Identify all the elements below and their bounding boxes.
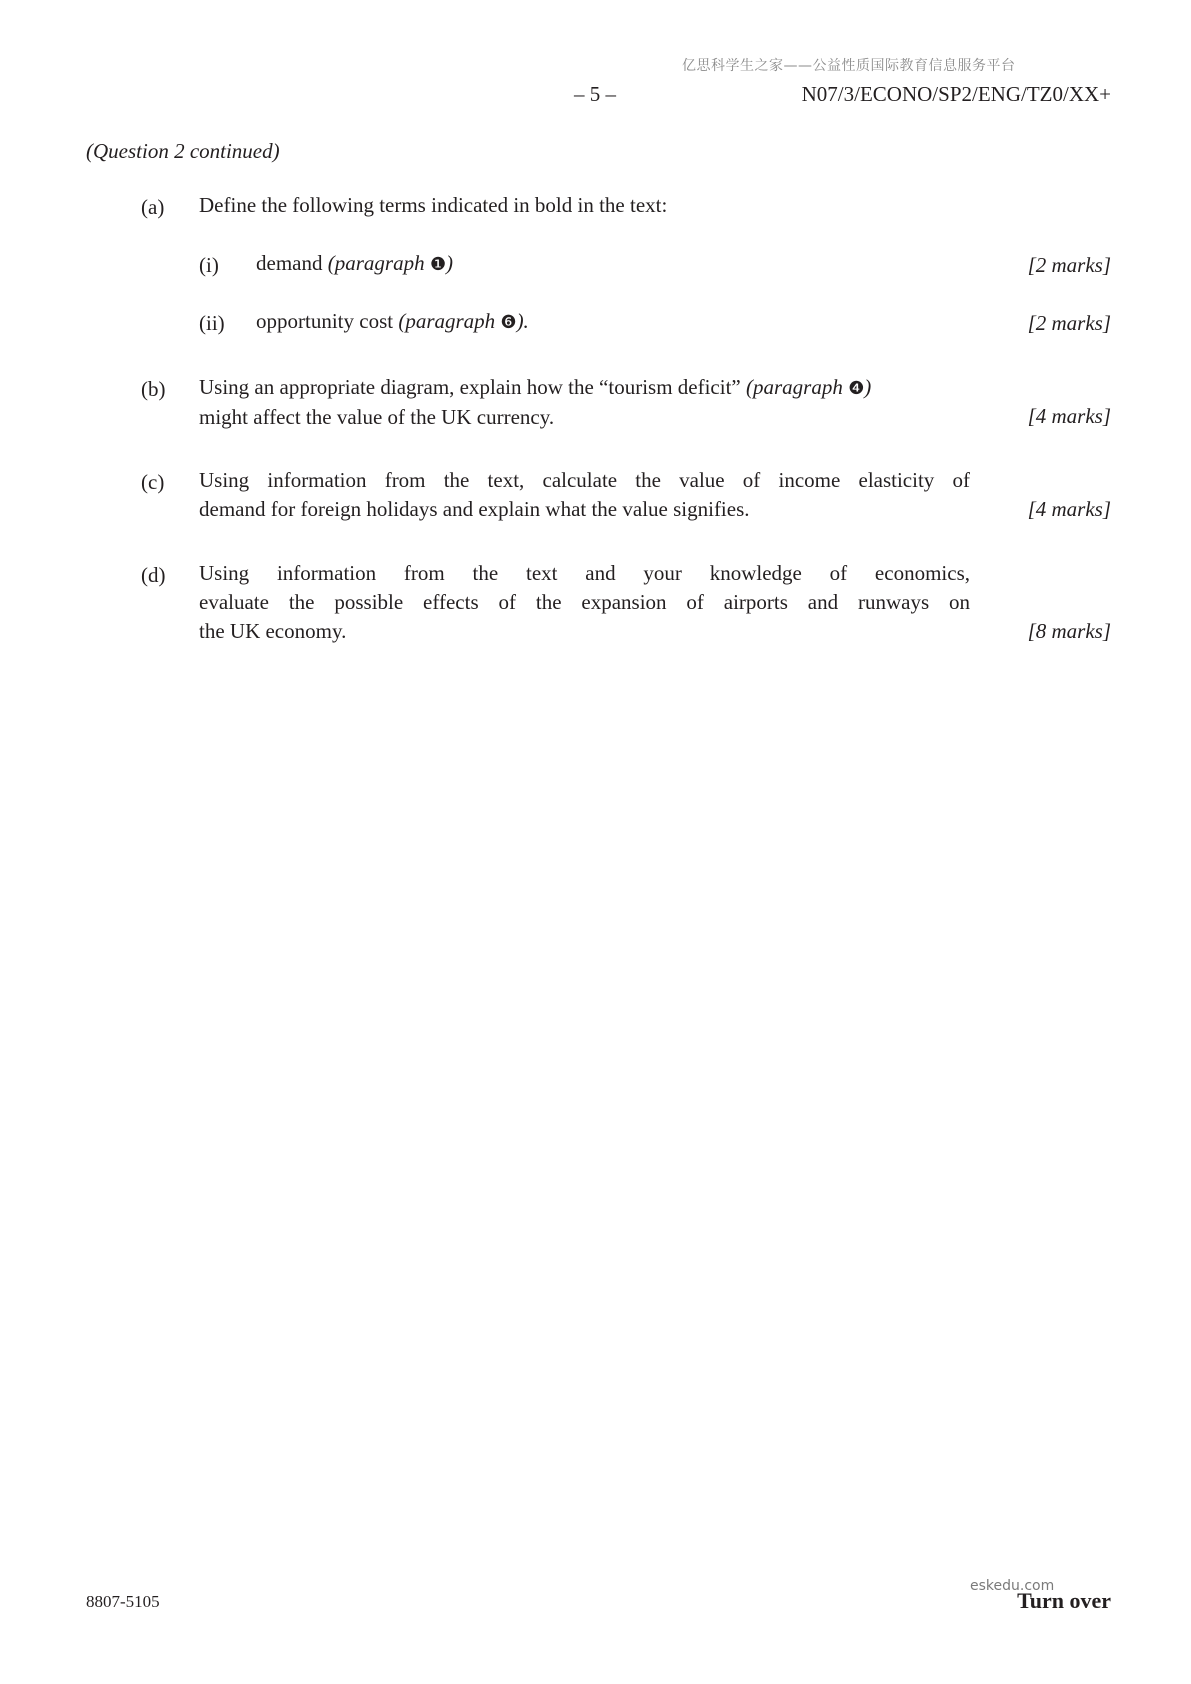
- part-c-line-2: demand for foreign holidays and explain what the value signifies.: [199, 497, 750, 521]
- header-watermark: 亿思科学生之家——公益性质国际教育信息服务平台: [682, 58, 1016, 74]
- part-d-text: [199, 559, 970, 646]
- footer-code: 8807-5105: [86, 1592, 160, 1611]
- part-a-text: Define the following terms indicated in bold in the text:: [199, 193, 668, 217]
- part-a-i-ref: (paragraph: [327, 251, 425, 275]
- paragraph-6-icon: ❻: [500, 312, 517, 333]
- part-a-i-marks: [2 marks]: [1027, 253, 1111, 277]
- part-c-label: (c): [141, 470, 165, 494]
- part-b-ref: (paragraph: [746, 375, 843, 399]
- part-b-marks: [4 marks]: [1027, 404, 1111, 428]
- part-c-marks: [4 marks]: [1027, 497, 1111, 521]
- part-c-line-1: Using information from the text, calculate the value of income elasticity of: [199, 468, 970, 492]
- part-a-i-ref-close: ): [445, 251, 453, 275]
- question-continued: (Question 2 continued): [86, 139, 280, 163]
- part-b-line-2: might affect the value of the UK currency.: [199, 405, 555, 429]
- part-a-ii-marks: [2 marks]: [1027, 311, 1111, 335]
- part-a-ii-label: (ii): [199, 311, 225, 335]
- part-a-label: (a): [141, 195, 165, 219]
- paragraph-1-icon: ❶: [429, 254, 446, 275]
- part-b-ref-close: ): [864, 375, 872, 399]
- part-d-line-3: the UK economy.: [199, 619, 347, 643]
- part-a-ii-term: opportunity cost: [256, 309, 394, 333]
- footer-watermark: eskedu.com: [970, 1578, 1055, 1594]
- paper-code: N07/3/ECONO/SP2/ENG/TZ0/XX+: [801, 82, 1111, 106]
- part-a-ii-ref-close: ).: [516, 309, 529, 333]
- part-d-line-1: Using information from the text and your knowledge of economics,: [199, 561, 970, 585]
- part-d-line-2: evaluate the possible effects of the expansion of airports and runways on: [199, 590, 970, 614]
- part-c-text: [199, 466, 970, 524]
- part-b-label: (b): [141, 377, 166, 401]
- paragraph-4-icon: ❹: [848, 378, 865, 399]
- turn-over: Turn over: [1017, 1588, 1111, 1613]
- part-a-i-term: demand: [256, 251, 323, 275]
- part-a-ii-text: [256, 307, 529, 337]
- part-d-marks: [8 marks]: [1027, 619, 1111, 643]
- part-a-i-label: (i): [199, 253, 219, 277]
- part-a-ii-ref: (paragraph: [398, 309, 496, 333]
- part-a-i-text: [256, 249, 453, 279]
- page-number: – 5 –: [574, 82, 616, 106]
- part-b-text: [199, 373, 871, 432]
- part-d-label: (d): [141, 563, 166, 587]
- part-b-line-1: Using an appropriate diagram, explain how the “tourism deficit” (paragraph ❹): [199, 375, 872, 399]
